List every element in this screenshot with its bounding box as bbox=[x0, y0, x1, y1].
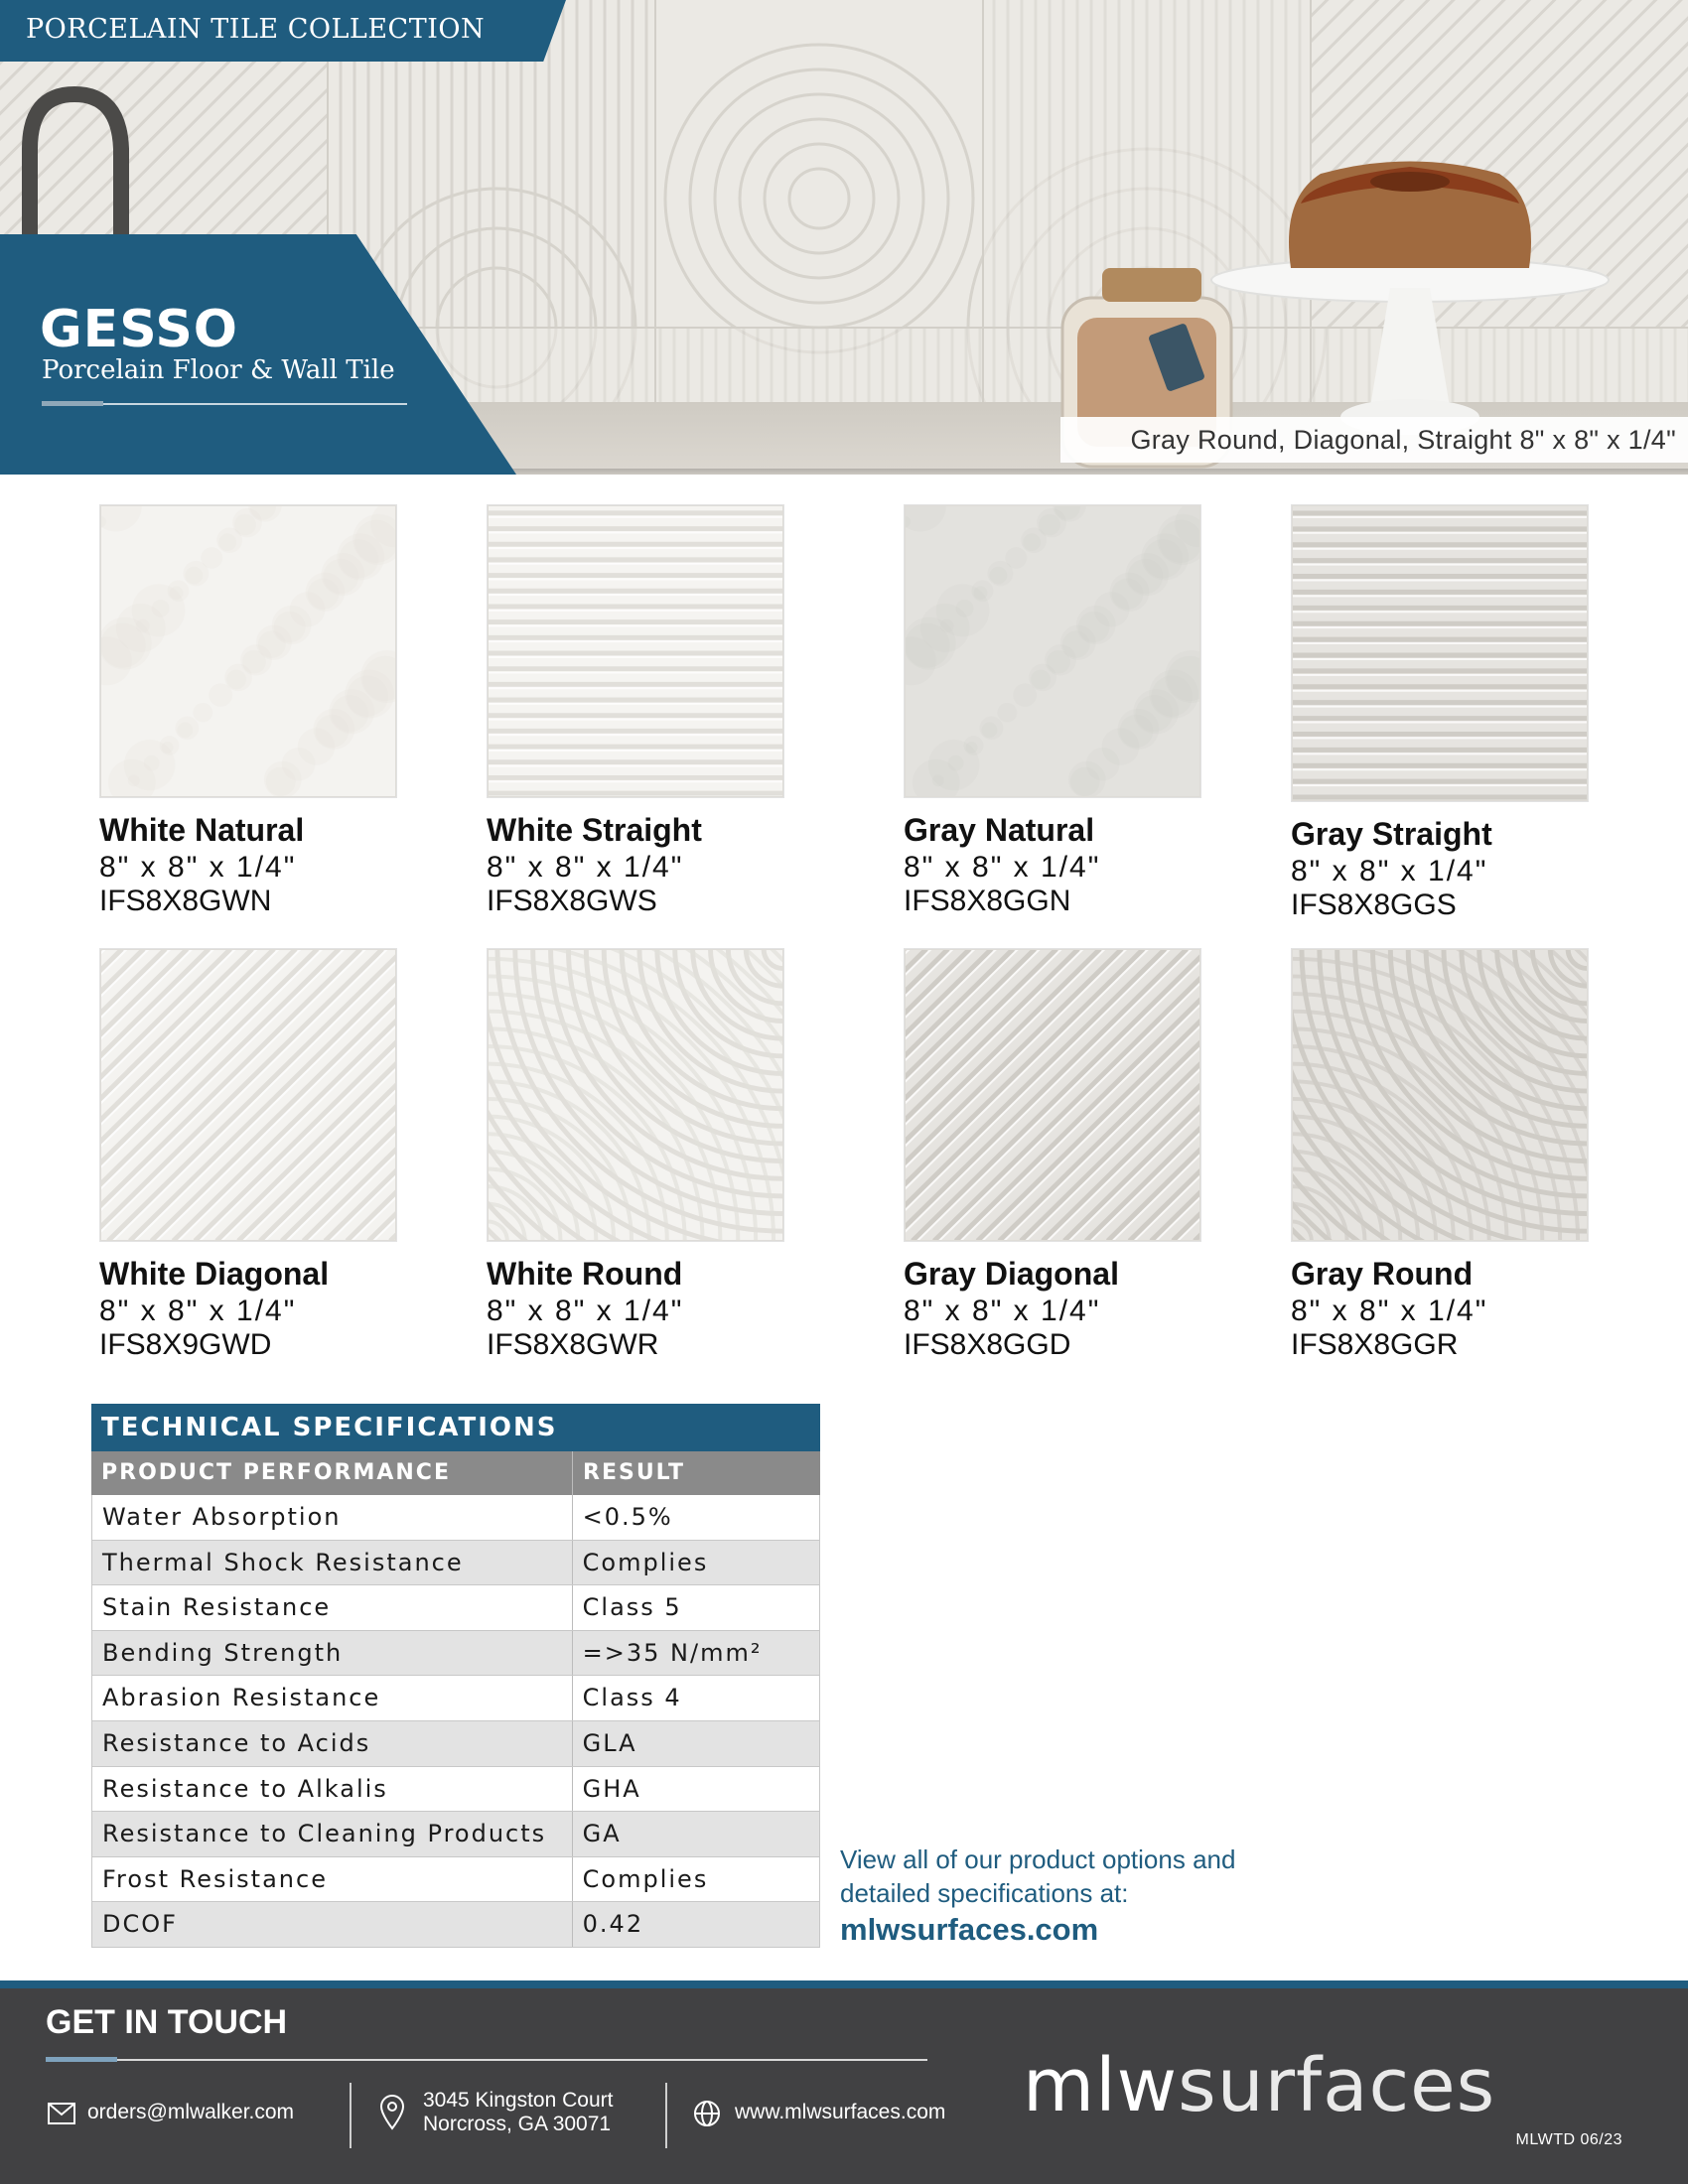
tile-size: 8" x 8" x 1/4" bbox=[487, 851, 684, 884]
tile-name: Gray Round bbox=[1291, 1256, 1474, 1292]
email-link[interactable]: orders@mlwalker.com bbox=[87, 2101, 295, 2123]
table-row bbox=[92, 1857, 819, 1903]
spec-value: 0.42 bbox=[582, 1910, 644, 1939]
table-row bbox=[92, 1721, 819, 1767]
tile-card-white-natural[interactable] bbox=[99, 504, 397, 918]
tile-size: 8" x 8" x 1/4" bbox=[99, 1295, 297, 1327]
spec-value: Complies bbox=[582, 1864, 709, 1893]
tile-name: White Natural bbox=[99, 812, 305, 848]
table-row bbox=[92, 1631, 819, 1677]
tile-size: 8" x 8" x 1/4" bbox=[487, 1295, 684, 1327]
spec-label: Resistance to Cleaning Products bbox=[92, 1812, 573, 1856]
cta-text-line2: detailed specifications at: bbox=[840, 1878, 1129, 1908]
tile-name: White Round bbox=[487, 1256, 683, 1292]
col-header-result: RESULT bbox=[583, 1460, 686, 1485]
spec-table-title: TECHNICAL SPECIFICATIONS bbox=[91, 1404, 820, 1451]
spec-value: <0.5% bbox=[582, 1503, 673, 1531]
tile-swatch bbox=[1291, 504, 1589, 802]
tile-size: 8" x 8" x 1/4" bbox=[904, 1295, 1101, 1327]
spec-table bbox=[91, 1404, 820, 1948]
brand-logo-light: surfaces bbox=[1178, 2043, 1496, 2128]
spec-label: Bending Strength bbox=[92, 1631, 573, 1676]
spec-label: Abrasion Resistance bbox=[92, 1676, 573, 1720]
tile-swatch bbox=[487, 948, 784, 1242]
address-line2: Norcross, GA 30071 bbox=[423, 2113, 612, 2135]
table-row bbox=[92, 1585, 819, 1631]
tile-swatch bbox=[99, 948, 397, 1242]
tile-code: IFS8X8GGR bbox=[1291, 1328, 1459, 1361]
hero-banner bbox=[0, 0, 1688, 475]
table-row bbox=[92, 1676, 819, 1721]
tile-card-gray-natural[interactable] bbox=[904, 504, 1201, 918]
website-link[interactable]: www.mlwsurfaces.com bbox=[735, 2101, 946, 2123]
tile-card-gray-straight[interactable] bbox=[1291, 504, 1589, 922]
brand-logo-bold: mlw bbox=[1023, 2043, 1179, 2128]
cta-text-line1: View all of our product options and bbox=[840, 1844, 1236, 1874]
footer-divider bbox=[350, 2083, 352, 2148]
tile-name: Gray Natural bbox=[904, 812, 1095, 848]
footer-rule bbox=[46, 2059, 927, 2061]
spec-value: =>35 N/mm² bbox=[582, 1638, 763, 1667]
product-subtitle: Porcelain Floor & Wall Tile bbox=[42, 355, 395, 385]
tile-code: IFS8X8GWR bbox=[487, 1328, 659, 1361]
spec-label: Stain Resistance bbox=[92, 1585, 573, 1630]
tile-name: White Straight bbox=[487, 812, 702, 848]
tile-card-gray-diagonal[interactable] bbox=[904, 948, 1201, 1362]
table-row bbox=[92, 1812, 819, 1857]
photo-caption: Gray Round, Diagonal, Straight 8" x 8" x 1/4" bbox=[1130, 425, 1676, 455]
table-row bbox=[92, 1495, 819, 1541]
spec-value: Class 4 bbox=[582, 1684, 682, 1712]
cta-block bbox=[840, 1843, 1235, 1948]
tile-card-white-straight[interactable] bbox=[487, 504, 784, 918]
footer-rule-accent bbox=[46, 2057, 117, 2062]
address-line1: 3045 Kingston Court bbox=[423, 2089, 614, 2112]
spec-value: Class 5 bbox=[582, 1593, 682, 1622]
collection-label: PORCELAIN TILE COLLECTION bbox=[26, 14, 486, 45]
tile-size: 8" x 8" x 1/4" bbox=[1291, 1295, 1488, 1327]
tile-size: 8" x 8" x 1/4" bbox=[99, 851, 297, 884]
photo-caption-box bbox=[1060, 417, 1688, 463]
spec-label: Water Absorption bbox=[92, 1495, 573, 1540]
tile-swatch bbox=[904, 504, 1201, 798]
spec-value: GHA bbox=[582, 1774, 641, 1803]
spec-value: GLA bbox=[582, 1728, 637, 1757]
tile-code: IFS8X8GGN bbox=[904, 885, 1071, 917]
tile-code: IFS8X8GWS bbox=[487, 885, 657, 917]
table-row bbox=[92, 1902, 819, 1948]
footer-heading: GET IN TOUCH bbox=[46, 2003, 288, 2041]
tile-card-white-round[interactable] bbox=[487, 948, 784, 1362]
title-rule-accent bbox=[42, 401, 103, 406]
location-pin-icon bbox=[379, 2095, 405, 2130]
table-row bbox=[92, 1541, 819, 1586]
table-row bbox=[92, 1767, 819, 1813]
spec-label: Resistance to Alkalis bbox=[92, 1767, 573, 1812]
tile-card-white-diagonal[interactable] bbox=[99, 948, 397, 1362]
tile-swatch bbox=[1291, 948, 1589, 1242]
tile-code: IFS8X8GWN bbox=[99, 885, 272, 917]
mail-icon bbox=[48, 2103, 75, 2124]
spec-value: GA bbox=[582, 1820, 622, 1848]
tile-size: 8" x 8" x 1/4" bbox=[904, 851, 1101, 884]
spec-table-body bbox=[91, 1495, 820, 1948]
tile-code: IFS8X9GWD bbox=[99, 1328, 272, 1361]
spec-label: Thermal Shock Resistance bbox=[92, 1541, 573, 1585]
spec-label: Frost Resistance bbox=[92, 1857, 573, 1902]
footer-top-rule bbox=[0, 1980, 1688, 1988]
tile-code: IFS8X8GGS bbox=[1291, 888, 1457, 921]
spec-label: Resistance to Acids bbox=[92, 1721, 573, 1766]
brand-logo bbox=[1023, 2043, 1495, 2128]
col-header-performance: PRODUCT PERFORMANCE bbox=[91, 1451, 573, 1495]
tile-name: White Diagonal bbox=[99, 1256, 330, 1292]
globe-icon bbox=[693, 2100, 721, 2127]
tile-name: Gray Diagonal bbox=[904, 1256, 1119, 1292]
product-name: GESSO bbox=[40, 300, 238, 359]
footer-divider bbox=[665, 2083, 667, 2148]
tile-swatch bbox=[99, 504, 397, 798]
spec-label: DCOF bbox=[92, 1902, 573, 1947]
document-code: MLWTD 06/23 bbox=[1515, 2131, 1622, 2148]
spec-value: Complies bbox=[582, 1548, 709, 1576]
tile-swatch bbox=[487, 504, 784, 798]
tile-card-gray-round[interactable] bbox=[1291, 948, 1589, 1362]
cta-website-link[interactable]: mlwsurfaces.com bbox=[840, 1912, 1099, 1947]
tile-size: 8" x 8" x 1/4" bbox=[1291, 855, 1488, 887]
tile-code: IFS8X8GGD bbox=[904, 1328, 1071, 1361]
spec-table-header bbox=[91, 1451, 820, 1495]
tile-name: Gray Straight bbox=[1291, 816, 1492, 852]
tile-swatch bbox=[904, 948, 1201, 1242]
